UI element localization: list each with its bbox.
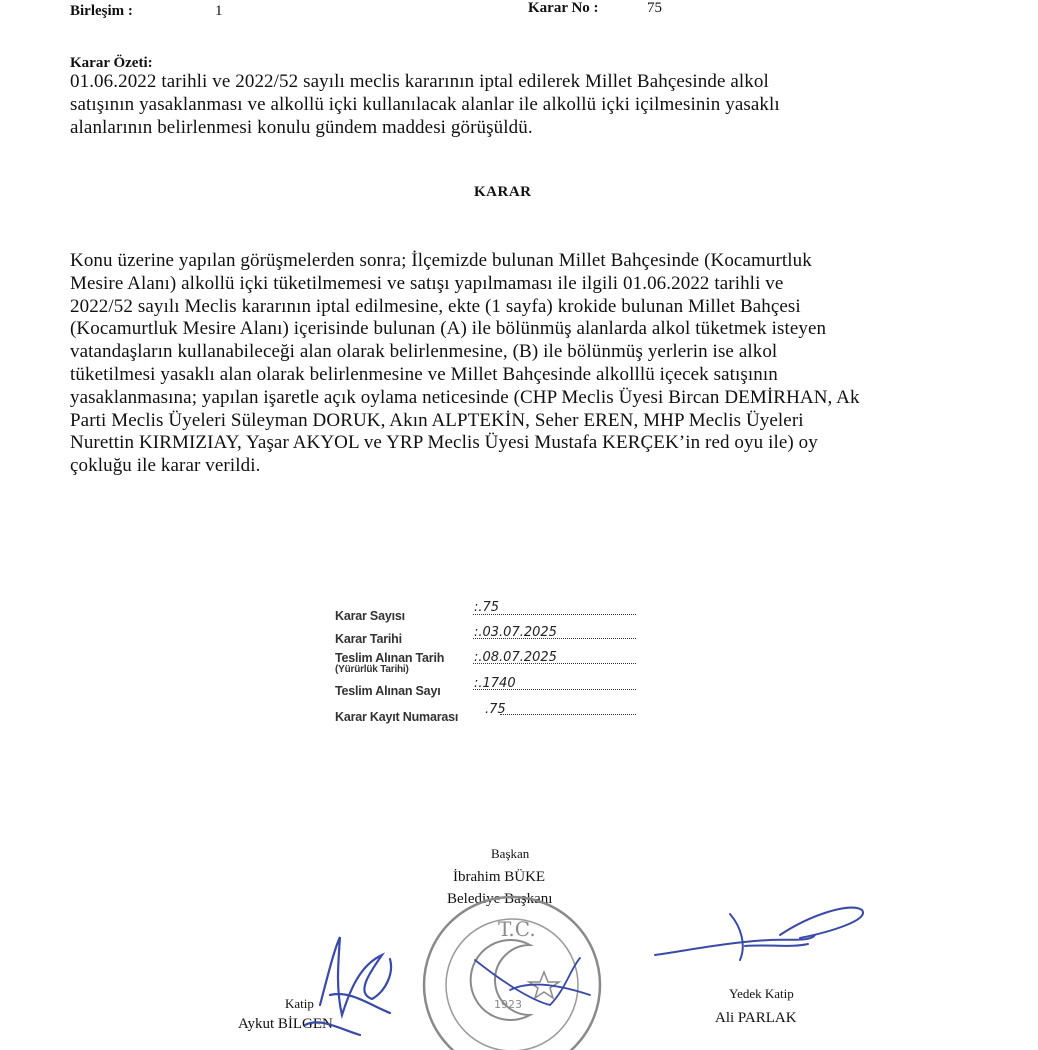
teslim-sayi-value: :.1740 xyxy=(474,676,516,691)
decision-line: Nurettin KIRMIZIAY, Yaşar AKYOL ve YRP Meclis Üyesi Mustafa KERÇEK’in red oyu ile) oy xyxy=(70,432,818,454)
karar-sayisi-label: Karar Sayısı xyxy=(335,609,405,623)
svg-text:T.C.: T.C. xyxy=(498,917,536,941)
decision-line: çokluğu ile karar verildi. xyxy=(70,455,261,477)
decision-line: Parti Meclis Üyeleri Süleyman DORUK, Akın ALPTEKİN, Seher EREN, MHP Meclis Üyeleri xyxy=(70,409,804,431)
karar-no-value: 75 xyxy=(647,0,662,16)
karar-tarihi-value: :.03.07.2025 xyxy=(474,625,557,640)
decision-line: Mesire Alanı) alkollü içki tüketilmemesi ve satışı yapılmaması ile ilgili 01.06.2022 tarihli ve xyxy=(70,272,784,294)
birlesim-value: 1 xyxy=(215,3,223,19)
yedek-katip-name: Ali PARLAK xyxy=(715,1010,797,1026)
karar-no-label: Karar No : xyxy=(528,0,599,16)
decision-line: 2022/52 sayılı Meclis kararının iptal edilmesine, ekte (1 sayfa) krokide bulunan Millet Bahçesi xyxy=(70,295,801,317)
form-dotted-line xyxy=(473,614,636,615)
kayit-label: Karar Kayıt Numarası xyxy=(335,710,459,724)
form-dotted-line xyxy=(500,714,636,715)
form-dotted-line xyxy=(473,689,636,690)
yedek-katip-signature-icon xyxy=(650,900,870,970)
kayit-value: .75 xyxy=(485,702,506,717)
yedek-katip-title: Yedek Katip xyxy=(729,986,794,1001)
summary-line: alanlarının belirlenmesi konulu gündem maddesi görüşüldü. xyxy=(70,116,533,138)
birlesim-label: Birleşim : xyxy=(70,3,133,19)
baskan-name: İbrahim BÜKE xyxy=(453,869,546,885)
decision-line: tüketilmesi yasaklı alan olarak belirlenmesine ve Millet Bahçesinde alkolllü içecek satışının xyxy=(70,363,778,385)
teslim-tarih-sub: (Yürürlük Tarihi) xyxy=(335,664,409,675)
decision-text xyxy=(70,250,980,478)
summary-line: 01.06.2022 tarihli ve 2022/52 sayılı meclis kararının iptal edilerek Millet Bahçesinde alkol xyxy=(70,71,769,92)
karar-heading: KARAR xyxy=(474,184,532,200)
summary-title: Karar Özeti: xyxy=(70,55,153,71)
karar-sayisi-value: :.75 xyxy=(474,600,500,615)
decision-line: yasaklanmasına; yapılan işaretle açık oylama neticesinde (CHP Meclis Üyesi Bircan DEMİRHAN, Ak xyxy=(70,386,860,408)
form-dotted-line xyxy=(473,663,636,664)
baskan-title: Başkan xyxy=(491,846,530,861)
summary-line: satışının yasaklanması ve alkollü içki kullanılacak alanlar ile alkollü içki içilmesinin yasaklı xyxy=(70,93,780,115)
form-dotted-line xyxy=(473,638,636,639)
baskan-role: Belediye Başkanı xyxy=(447,891,553,907)
decision-line: vatandaşların kullanabileceği alan olarak belirlenmesine, (B) ile bölünmüş yerlerin ise alkol xyxy=(70,341,778,363)
teslim-tarih-label xyxy=(335,651,444,674)
summary-text xyxy=(70,71,980,139)
teslim-tarih-value: :.08.07.2025 xyxy=(474,650,557,665)
karar-tarihi-label: Karar Tarihi xyxy=(335,632,402,646)
seal-signature-icon xyxy=(470,950,610,1010)
katip-name: Aykut BİLGEN xyxy=(238,1016,333,1032)
decision-line: Konu üzerine yapılan görüşmelerden sonra; İlçemizde bulunan Millet Bahçesinde (Kocamurtluk xyxy=(70,250,812,271)
katip-title: Katip xyxy=(285,996,314,1011)
decision-line: (Kocamurtluk Mesire Alanı) içerisinde bulunan (A) ile bölünmüş alanlarda alkol tüketmek isteyen xyxy=(70,318,827,340)
katip-signature-icon xyxy=(290,935,430,1035)
teslim-sayi-label: Teslim Alınan Sayı xyxy=(335,684,441,698)
svg-text:1923: 1923 xyxy=(494,998,522,1011)
teslim-tarih-main: Teslim Alınan Tarih xyxy=(335,651,445,665)
